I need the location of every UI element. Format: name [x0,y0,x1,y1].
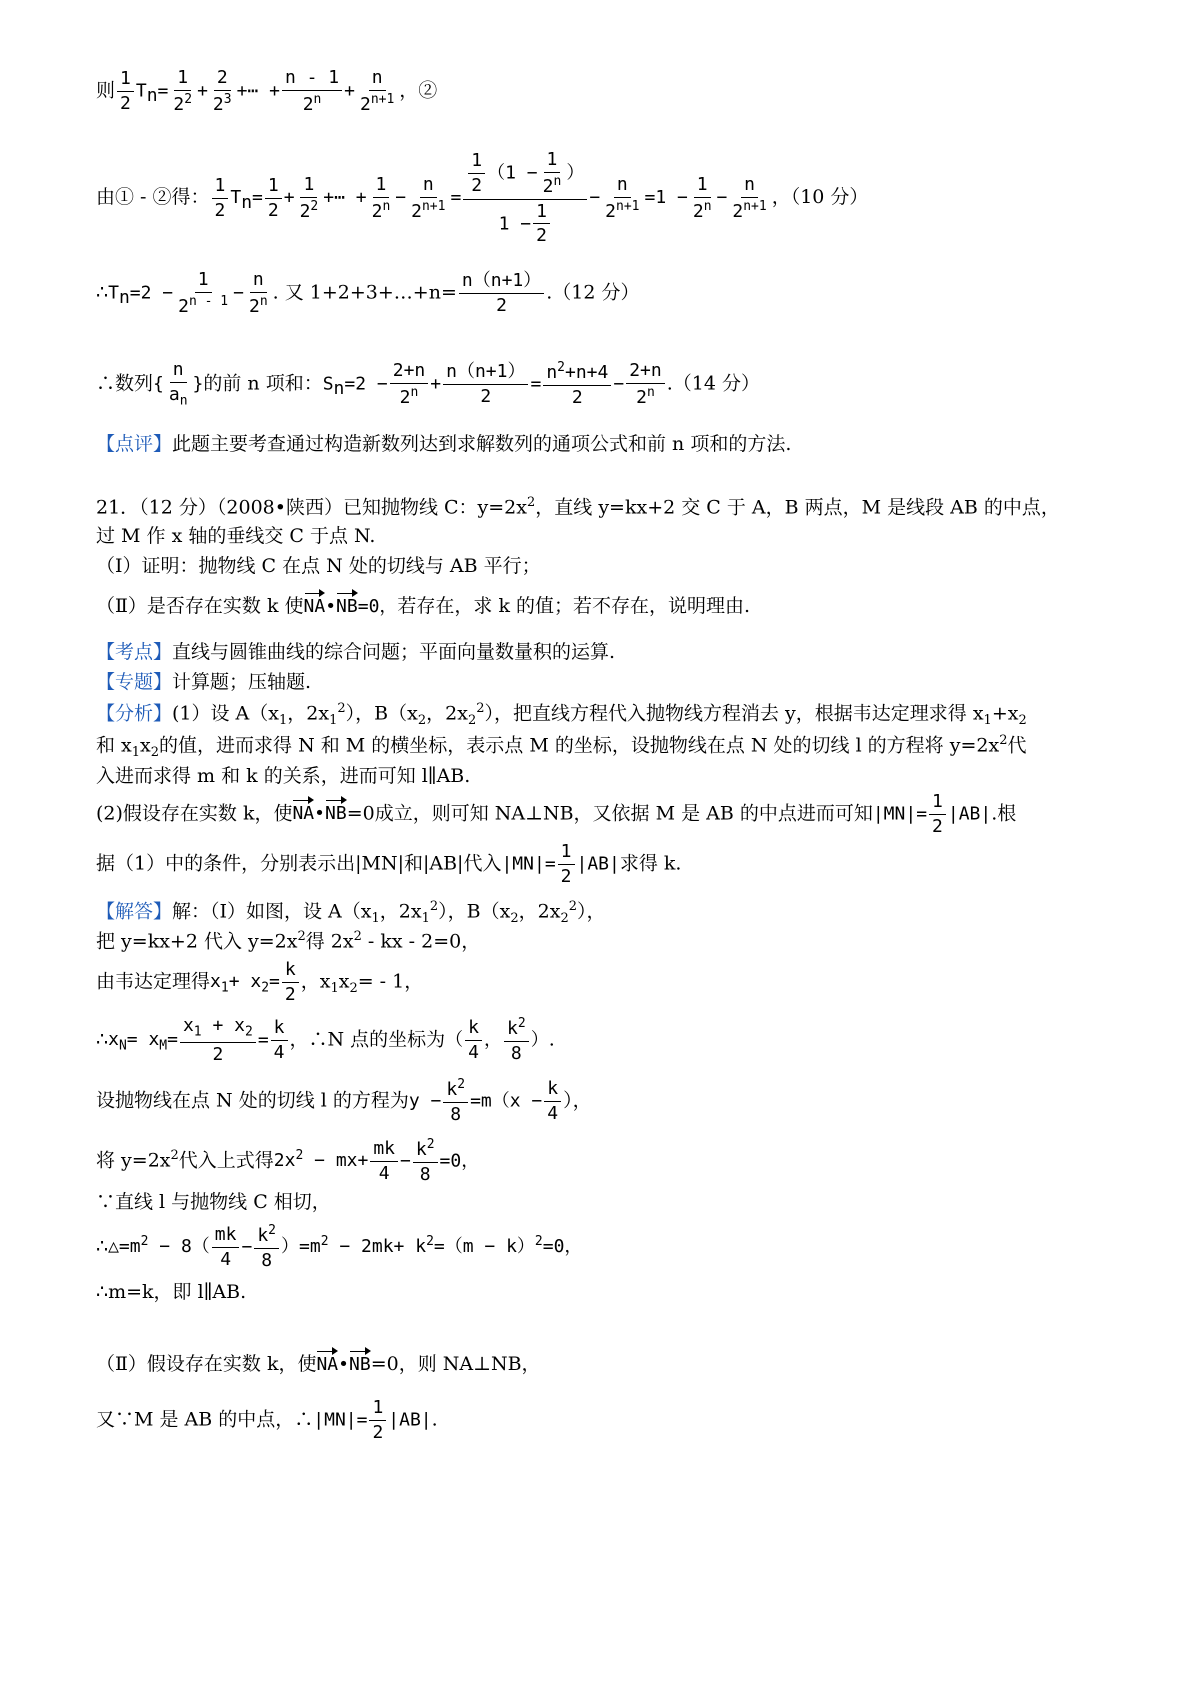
solution-part-2-line-2: 又∵M 是 AB 的中点，∴|MN|= $\frac{1}{2}$ |AB|. [96,1397,438,1443]
solution-line-5: 设抛物线在点 N 处的切线 l 的方程为y − $\frac{k^2}{8}$ =m（x − $\frac{k}{4}$ ）， [96,1077,592,1125]
solution-line-1: 【解答】解：（Ⅰ）如图，设 $A(x_1$，$2x_1^2$），$B(x_2$，$2x_2^2$）， [96,899,606,927]
equation-line-subtract: 由① - ②得： $\frac{1}{2}$ $T_n=$ $\frac{1}{2}$ + $\frac{1}{2^2}$ +⋯ + $\frac{1}{2^n}$ − $\frac{n}{2^{n+1}}$ = $\frac{1}{2}$ （1 − $\frac{1}{2^n}$ ） 1 − $\frac{1}{2}$ − $\frac{n}{2^{n+1}}$ =1 − $\frac{1}{2^n}$ − $\frac{n}{2^{n+1}}$ ，（10 分） [96,149,869,247]
solution-line-2: 把 y=kx+2 代入 $y=2x^2$得 $2x^2$ - kx - 2=0， [96,929,481,953]
equation-line-2: 则 $\frac{1}{2}$ $T_n=$ $\frac{1}{2^2}$ + $\frac{2}{2^3}$ +⋯ + $\frac{n - 1}{2^n}$ + $\frac{n}{2^{n+1}}$ ，② [96,67,438,115]
comment-tag: 【点评】 [96,433,173,455]
analysis-line-3: 入进而求得 m 和 k 的关系，进而可知 l∥AB. [96,765,471,787]
zhuanti-line: 【专题】计算题；压轴题. [96,671,312,693]
problem-21-statement: 21．（12 分）（2008•陕西）已知抛物线 C：$y=2x^2$，直线 y=kx+2 交 C 于 A，B 两点，M 是线段 AB 的中点， [96,495,1060,519]
solution-line-6: 将 $y=2x^2$代入上式得$2x^2 - mx+$ $\frac{mk}{4}$ − $\frac{k^2}{8}$ =0， [96,1137,480,1185]
fraction: $\frac{n}{2^{n+1}}$ [359,67,395,115]
compound-fraction: $\frac{1}{2}$ （1 − $\frac{1}{2^n}$ ） 1 − $\frac{1}{2}$ [463,150,587,246]
problem-21-part-2: （Ⅱ）是否存在实数 k 使NA•NB=0，若存在，求 k 的值；若不存在，说明理由. [96,594,750,620]
problem-21-statement-cont: 过 M 作 x 轴的垂线交 C 于点 N. [96,525,376,547]
analysis-line-4: (2)假设存在实数 k，使NA•NB=0成立，则可知 NA⊥NB，又依据 M 是 AB 的中点进而可知|MN|= $\frac{1}{2}$ |AB|.根 [96,791,1017,837]
text: 则 [96,79,116,102]
comment-line: 【点评】此题主要考查通过构造新数列达到求解数列的通项公式和前 n 项和的方法. [96,433,792,455]
problem-21-part-1: （Ⅰ）证明：抛物线 C 在点 N 处的切线与 AB 平行； [96,555,541,577]
equation-line-Tn: $\therefore T_n=2$ − $\frac{1}{2^{n - 1}}$ − $\frac{n}{2^n}$ . 又 1+2+3+…+n= $\frac{n(n+1)}{2}$ .（12 分） [96,269,640,317]
solution-part-2-line-1: （Ⅱ）假设存在实数 k，使NA•NB=0，则 NA⊥NB， [96,1352,541,1378]
fraction: $\frac{n - 1}{2^n}$ [282,68,342,115]
solution-line-4: $\therefore x_N= x_M=$ $\frac{x_1 + x_2}{2}$ = $\frac{k}{4}$ ，∴N 点的坐标为（ $\frac{k}{4}$ ， $\frac{k^2}{8}$ ）. [96,1015,555,1065]
fraction: $\frac{1}{2}$ [117,69,134,114]
solution-line-8: $\therefore\triangle=m^2 - 8$（ $\frac{mk}{4}$ − $\frac{k^2}{8}$ ）$=m^2 - 2mk+ k^2=(m - k)^2=0$， [96,1223,583,1271]
solution-line-7: ∵直线 l 与抛物线 C 相切， [96,1191,331,1213]
equation-line-Sn: ∴数列{ $\frac{n}{a_n}$ }的前 n 项和：$S_n=2$ − $\frac{2+n}{2^n}$ + $\frac{n(n+1)}{2}$ = $\frac{n^2+n+4}{2}$ − $\frac{2+n}{2^n}$ .（14 分） [96,359,760,409]
solution-line-9: ∴m=k，即 l∥AB. [96,1281,247,1303]
kaodian-line: 【考点】直线与圆锥曲线的综合问题；平面向量数量积的运算. [96,641,616,663]
fraction: $\frac{1}{2^2}$ [173,67,193,115]
analysis-line-2: 和 $x_1x_2$的值，进而求得 N 和 M 的横坐标，表示点 M 的坐标，设抛物线在点 N 处的切线 l 的方程将 $y=2x^2$代 [96,733,1027,761]
fraction: $\frac{2}{2^3}$ [212,67,232,115]
analysis-line-5: 据（1）中的条件，分别表示出|MN|和|AB|代入|MN|= $\frac{1}{2}$ |AB|求得 k. [96,841,682,887]
analysis-line-1: 【分析】(1）设 $A(x_1$，$2x_1^2$），$B(x_2$，$2x_2^2$），把直线方程代入抛物线方程消去 y，根据韦达定理求得 $x_1+x_2$ [96,701,1027,729]
solution-line-3: 由韦达定理得$x_1+ x_2=$ $\frac{k}{2}$ ，$x_1x_2= - 1$， [96,959,424,1005]
